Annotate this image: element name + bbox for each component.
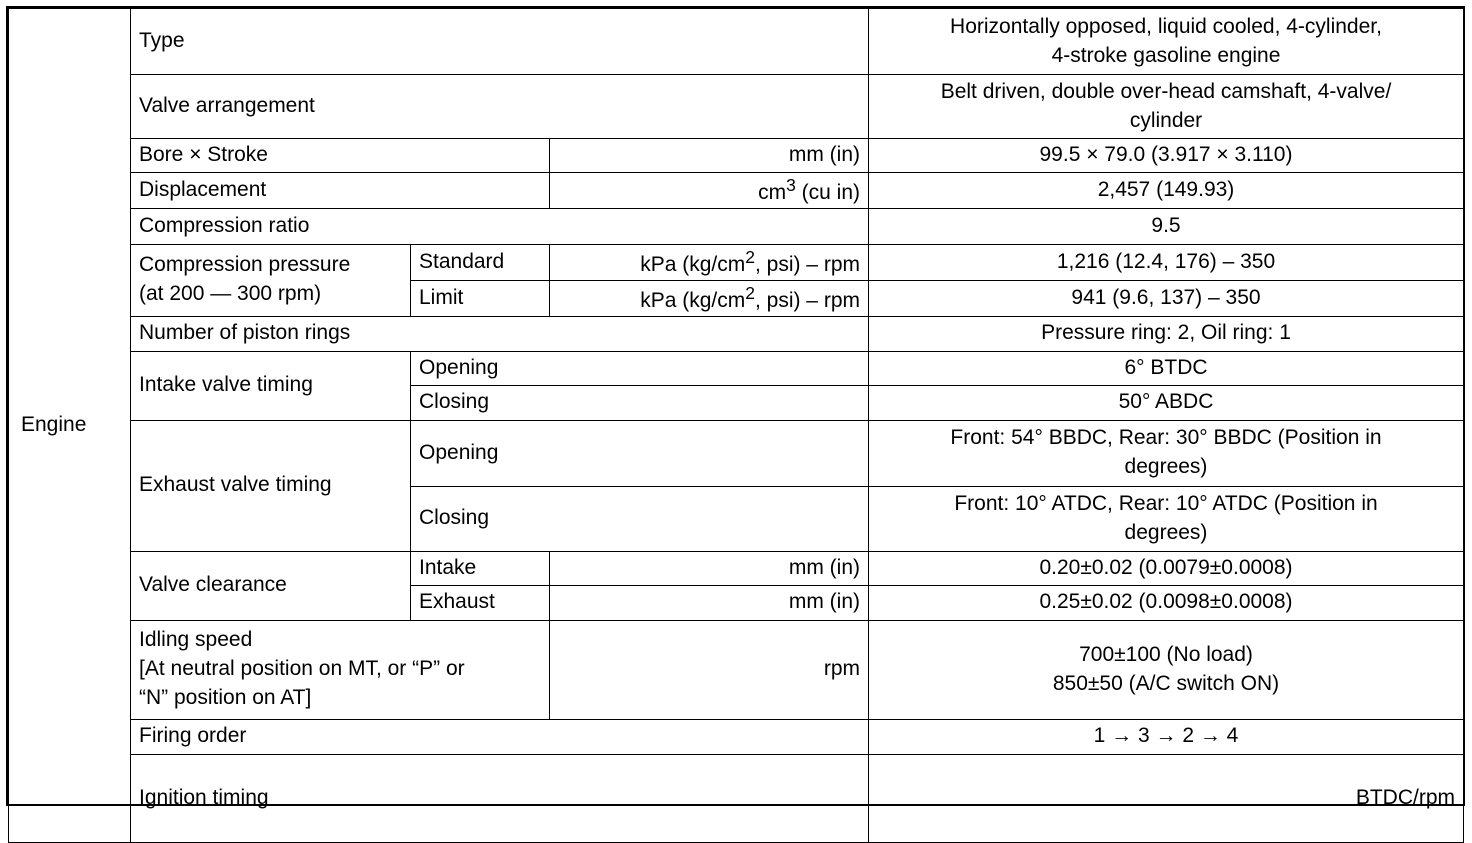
label-valve-arrangement: Valve arrangement [131,75,869,139]
table-row [9,244,1464,280]
unit-clearance-exhaust: mm (in) [550,585,869,620]
table-row [9,139,1464,173]
engine-spec-table [8,8,1464,843]
label-piston-rings: Number of piston rings [131,316,869,351]
unit-bore-stroke: mm (in) [550,139,869,173]
value-exhaust-closing: Front: 10° ATDC, Rear: 10° ATDC (Position in degrees) [869,486,1464,551]
label-clearance-intake: Intake [411,551,550,585]
label-compression-ratio: Compression ratio [131,208,869,244]
value-idling-speed: 700±100 (No load) 850±50 (A/C switch ON) [869,620,1464,719]
label-intake-opening: Opening [411,351,869,385]
unit-compression-limit: kPa ($kg/cm^2$, psi) – rpm [550,280,869,316]
unit-compression-standard: kPa ($kg/cm^2$, psi) – rpm [550,244,869,280]
value-piston-rings: Pressure ring: 2, Oil ring: 1 [869,316,1464,351]
label-clearance-exhaust: Exhaust [411,585,550,620]
label-type: Type [131,9,869,75]
value-compression-standard: 1,216 (12.4, 176) – 350 [869,244,1464,280]
unit-displacement: $cm^3$ (cu in) [550,173,869,209]
label-exhaust-timing: Exhaust valve timing [131,420,411,551]
unit-idling-speed: rpm [550,620,869,719]
label-firing-order: Firing order [131,719,869,754]
label-displacement: Displacement [131,173,550,209]
table-row [9,316,1464,351]
unit-ignition-timing: BTDC/rpm [869,754,1464,842]
table-row [9,754,1464,842]
value-exhaust-opening: Front: 54° BBDC, Rear: 30° BBDC (Position in degrees) [869,420,1464,486]
value-compression-ratio: 9.5 [869,208,1464,244]
label-intake-closing: Closing [411,385,869,420]
table-row [9,719,1464,754]
value-clearance-intake: 0.20±0.02 (0.0079±0.0008) [869,551,1464,585]
value-bore-stroke: 99.5 × 79.0 (3.917 × 3.110) [869,139,1464,173]
value-intake-opening: 6° BTDC [869,351,1464,385]
unit-clearance-intake: mm (in) [550,551,869,585]
label-intake-timing: Intake valve timing [131,351,411,420]
label-limit: Limit [411,280,550,316]
table-row [9,9,1464,75]
value-compression-limit: 941 (9.6, 137) – 350 [869,280,1464,316]
label-standard: Standard [411,244,550,280]
section-label-engine: Engine [9,9,131,843]
table-row [9,75,1464,139]
table-row [9,351,1464,385]
value-displacement: 2,457 (149.93) [869,173,1464,209]
value-type: Horizontally opposed, liquid cooled, 4-cylinder, 4-stroke gasoline engine [869,9,1464,75]
label-exhaust-opening: Opening [411,420,869,486]
table-row [9,173,1464,209]
label-idling-speed: Idling speed [At neutral position on MT, or “P” or “N” position on AT] [131,620,550,719]
label-exhaust-closing: Closing [411,486,869,551]
label-bore-stroke: Bore × Stroke [131,139,550,173]
label-compression-pressure: Compression pressure (at 200 — 300 rpm) [131,244,411,316]
value-clearance-exhaust: 0.25±0.02 (0.0098±0.0008) [869,585,1464,620]
label-ignition-timing: Ignition timing [131,754,869,842]
table-row [9,551,1464,585]
label-valve-clearance: Valve clearance [131,551,411,620]
table-row [9,620,1464,719]
value-firing-order: 1 → 3 → 2 → 4 [869,719,1464,754]
value-intake-closing: 50° ABDC [869,385,1464,420]
table-row [9,208,1464,244]
value-valve-arrangement: Belt driven, double over-head camshaft, 4-valve/ cylinder [869,75,1464,139]
table-row [9,420,1464,486]
